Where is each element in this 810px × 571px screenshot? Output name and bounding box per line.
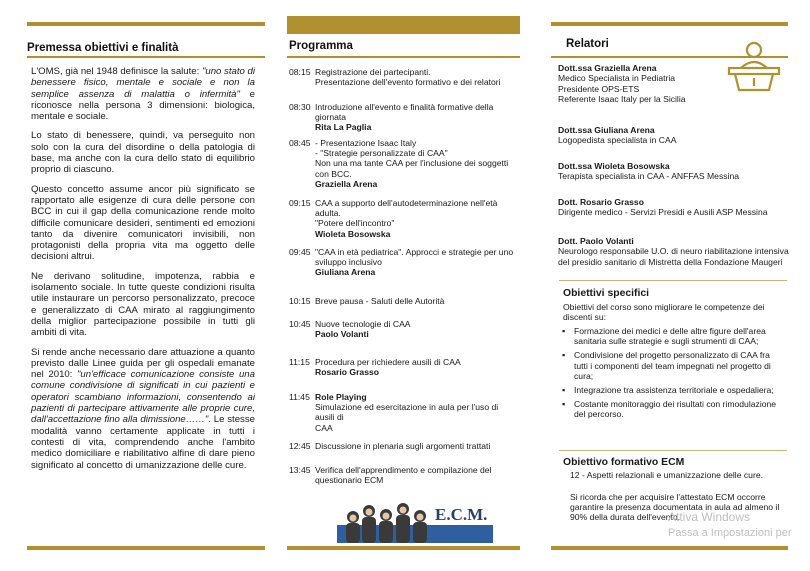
ecm-label: E.C.M.: [435, 505, 488, 524]
program-description: [315, 319, 519, 339]
program-time: 12:45: [289, 441, 311, 451]
header-rule-left: [27, 56, 265, 58]
program-time: 09:15: [289, 198, 311, 208]
program-description: [315, 138, 519, 189]
program-time: 13:45: [289, 465, 311, 475]
program-description: [315, 198, 519, 239]
objective-bullet: ▪ Costante monitoraggio dei risultati con rimodulazione del percorso.: [560, 399, 784, 419]
program-speaker: Graziella Arena: [315, 178, 378, 189]
role-playing-heading: Role Playing: [315, 392, 367, 402]
speaker-entry: [558, 161, 798, 182]
top-rule-left: [27, 22, 265, 26]
program-time: 10:45: [289, 319, 311, 329]
paragraph-3: Questo concetto assume ancor più significato se rapportato alle esigenze di cura delle persone con BCC in cui il gap della comunicazione rende molto difficile comunicare desideri, sentimenti ed emozioni tanto da divenire comunicatori invisibili, non protagonisti della propria vita ma oggetto delle decisioni altrui.: [31, 183, 255, 263]
speaker-name: Dott.ssa Giuliana Arena: [558, 125, 655, 135]
program-text: Verifica dell'apprendimento e compilazione del questionario ECM: [315, 465, 492, 486]
program-text: - Presentazione Isaac Italy - "Strategie personalizzate di CAA" Non una ma tante CAA per l'inclusione dei soggetti con BCC.: [315, 138, 509, 179]
bottom-rule-center: [287, 546, 520, 550]
program-time: 09:45: [289, 247, 311, 257]
top-rule-right: [551, 22, 788, 26]
speaker-name: Dott. Rosario Grasso: [558, 197, 644, 207]
program-text: Role Playing Simulazione ed esercitazione in aula per l'uso di ausili di CAA: [315, 392, 499, 433]
ecm-objective-line: 12 - Aspetti relazionali e umanizzazione delle cure.: [570, 470, 763, 480]
speaker-role: Dirigente medico - Servizi Presidi e Ausili ASP Messina: [558, 207, 768, 218]
paragraph-2: Lo stato di benessere, quindi, va perseguito non solo con la cura del disordine o della patologia di base, ma anche con la cura dello stato di equilibrio proprio di ciascuno.: [31, 130, 255, 176]
premessa-title: Premessa obiettivi e finalità: [27, 42, 179, 54]
program-description: [315, 357, 519, 377]
program-title: Programma: [289, 40, 353, 52]
program-description: [315, 67, 519, 87]
program-description: [315, 247, 519, 278]
program-time: 08:30: [289, 102, 311, 112]
program-list: [289, 67, 519, 497]
objective-bullet: ▪ Integrazione tra assistenza territoriale e ospedaliera;: [560, 385, 784, 395]
program-description: [315, 102, 519, 133]
program-speaker: Giuliana Arena: [315, 267, 376, 278]
paragraph-5: Si rende anche necessario dare attuazione a quanto previsto dalle Linee guida per gli ospedali emanate nel 2010: "un'efficace comunicazione consiste una comune condivisione di significati in cui pazienti e operatori scambiano informazioni, consentendo ai pazienti di partecipare attivamente alle proprie cure, dall'accettazione fino alla dimissione……". Le stesse modalità vanno certamente applicate in tutti i contesti di vita, comprendendo anche l'ambito medico domiciliare e riabilitativo alfine di dare pieno significato al concetto di umanizzazione delle cure.: [31, 346, 255, 471]
speaker-role: Referente Isaac Italy per la Sicilia: [558, 94, 686, 105]
speaker-role: del presidio sanitario di Mistretta della Fondazione Maugeri: [558, 256, 783, 267]
program-speaker: Rita La Paglia: [315, 122, 372, 133]
program-text: Nuove tecnologie di CAA: [315, 319, 411, 329]
speaker-entry: [558, 236, 798, 267]
program-description: [315, 296, 519, 306]
speaker-list: [558, 63, 798, 283]
top-rule-center: [287, 16, 520, 34]
program-text: Procedura per richiedere ausili di CAA: [315, 357, 461, 367]
program-text: "CAA in età pediatrica". Approcci e strategie per uno sviluppo inclusivo: [315, 247, 514, 268]
people-group-icon: [343, 499, 437, 543]
windows-activation-line2: Passa a Impostazioni per: [668, 527, 792, 539]
objectives-intro: Obiettivi del corso sono migliorare le competenze dei discenti su:: [563, 302, 765, 323]
objective-bullet: ▪ Formazione dei medici e delle altre figure dell'area sanitaria sulle strategie e sugli strumenti di CAA;: [560, 326, 784, 346]
objectives-list: [560, 326, 784, 424]
program-time: 11:45: [289, 392, 310, 402]
windows-activation-line1: Attiva Windows: [668, 510, 751, 524]
speaker-name: Dott.ssa Wioleta Bosowska: [558, 161, 670, 171]
program-time: 10:15: [289, 296, 311, 306]
header-rule-center: [287, 56, 520, 58]
paragraph-4: Ne derivano solitudine, impotenza, rabbia e isolamento sociale. In tutte queste condizioni risulta utile instaurare un percorso personalizzato, precoce e generalizzato di CAA mirato al raggiungimento della miglior partecipazione possibile in tutti gli ambiti di vita.: [31, 270, 255, 339]
program-speaker: Rosario Grasso: [315, 367, 379, 378]
program-description: [315, 465, 519, 485]
speaker-name: Dott. Paolo Volanti: [558, 236, 634, 246]
program-time: 08:15: [289, 67, 311, 77]
program-text: Breve pausa - Saluti delle Autorità: [315, 296, 445, 306]
speaker-role: Medico Specialista in Pediatria: [558, 73, 676, 84]
bottom-rule-left: [27, 546, 265, 550]
program-text: Registrazione dei partecipanti. Presentazione dell'evento formativo e dei relatori: [315, 67, 501, 88]
ecm-note: Si ricorda che per acquisire l'attestato ECM occorre garantire la presenza documentata in aula ad almeno il 90% della durata dell'evento.: [570, 492, 780, 523]
program-speaker: Wioleta Bosowska: [315, 228, 391, 239]
program-time: 11:15: [289, 357, 310, 367]
speaker-entry: [558, 125, 798, 146]
program-text: Introduzione all'evento e finalità formative della giornata: [315, 102, 494, 123]
program-time: 08:45: [289, 138, 311, 148]
speaker-entry: [558, 197, 798, 218]
premessa-text: [31, 66, 255, 471]
ecm-banner: [337, 497, 493, 543]
bottom-rule-right: [551, 546, 788, 550]
speaker-entry: [558, 63, 798, 105]
program-text: CAA a supporto dell'autodeterminazione nell'età adulta. "Potere dell'incontro": [315, 198, 498, 229]
objectives-title: Obiettivi specifici: [563, 288, 650, 299]
speaker-name: Dott.ssa Graziella Arena: [558, 63, 657, 73]
speaker-role: Terapista specialista in CAA - ANFFAS Messina: [558, 171, 740, 182]
program-description: [315, 441, 519, 451]
objective-bullet: ▪ Condivisione del progetto personalizzato di CAA fra tutti i componenti del team impegnati nel progetto di cura;: [560, 350, 784, 381]
ecm-title: Obiettivo formativo ECM: [563, 457, 685, 468]
program-text: Discussione in plenaria sugli argomenti trattati: [315, 441, 491, 451]
speaker-role: Presidente OPS-ETS: [558, 83, 640, 94]
paragraph-1: L'OMS, già nel 1948 definisce la salute: "uno stato di benessere fisico, mentale e sociale e non la semplice assenza di malattia o infermità" e riconosce nella persona 3 dimensioni: biologica, mentale e sociale.: [31, 66, 255, 123]
speaker-role: Neurologo responsabile U.O. di neuro riabilitazione intensiva: [558, 246, 789, 257]
speaker-role: Logopedista specialista in CAA: [558, 135, 677, 146]
speakers-title: Relatori: [566, 38, 609, 50]
program-speaker: Paolo Volanti: [315, 329, 369, 340]
program-description: [315, 392, 519, 433]
